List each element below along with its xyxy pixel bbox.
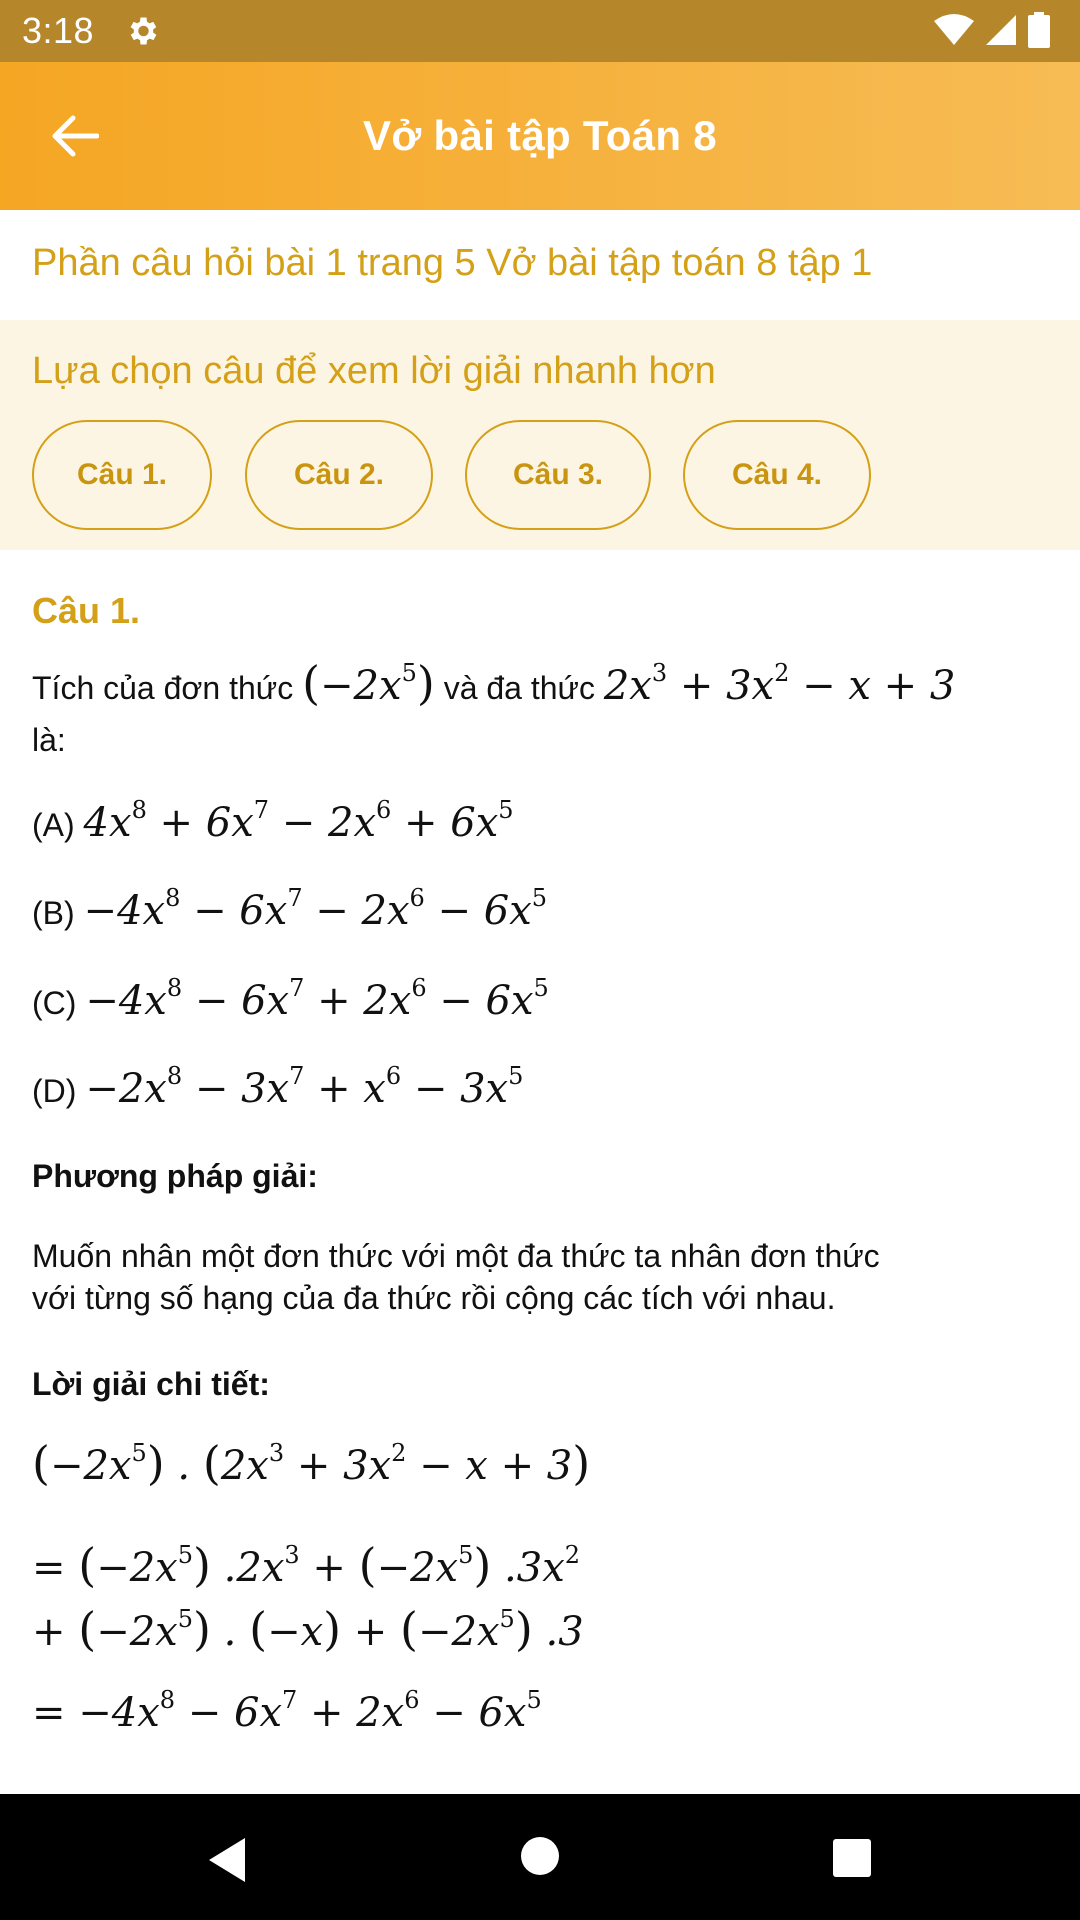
option-c-label: (C) [32, 985, 77, 1021]
question-selector [0, 320, 1080, 550]
back-button[interactable] [44, 106, 104, 166]
option-a-label: (A) [32, 807, 75, 843]
battery-icon [1028, 12, 1050, 48]
status-time: 3:18 [22, 10, 95, 51]
status-icons [934, 12, 1050, 48]
nav-home-icon[interactable] [520, 1836, 560, 1876]
nav-bar [0, 1794, 1080, 1920]
math-monomial: $(-2x^5)$ [302, 656, 435, 710]
method-line-1: Muốn nhân một đơn thức với một đa thức ta nhân đơn thức [32, 1238, 880, 1274]
option-c-math: $-4x^8 - 6x^7 + 2x^6 - 6x^5$ [85, 974, 549, 1024]
signal-icon [984, 13, 1018, 47]
app-title: Vở bài tập Toán 8 [363, 112, 717, 159]
chip-question-3[interactable]: Câu 3. [465, 420, 651, 530]
question-text-part3: là: [32, 722, 66, 758]
solution-step-2: = $(-2x^5) .2x^3 + (-2x^5)$ $.3x^2$ [32, 1538, 581, 1592]
option-d-math: $-2x^8 - 3x^7 + x^6 - 3x^5$ [85, 1062, 524, 1112]
option-a[interactable] [32, 796, 514, 846]
math-polynomial: $2x^3 + 3x^2 - x + 3$ [603, 659, 956, 709]
method-label: Phương pháp giải: [32, 1158, 318, 1194]
nav-back-icon[interactable] [205, 1836, 249, 1884]
question-text-part1: Tích của đơn thức [32, 670, 294, 706]
option-b-math: $-4x^8 - 6x^7 - 2x^6 - 6x^5$ [83, 884, 548, 934]
option-a-math: $4x^8 + 6x^7 - 2x^6 + 6x^5$ [83, 796, 514, 846]
nav-recent-icon[interactable] [832, 1838, 872, 1878]
option-c[interactable] [32, 974, 549, 1024]
question-text-part2: và đa thức [443, 670, 595, 706]
app-bar [0, 62, 1080, 210]
question-text-line [32, 656, 955, 710]
option-b[interactable] [32, 884, 548, 934]
lesson-title: Phần câu hỏi bài 1 trang 5 Vở bài tập toán 8 tập 1 [32, 242, 873, 284]
solution-step-1: $(-2x^5)$ . $(2x^3 + 3x^2 - x + 3)$ [32, 1436, 591, 1490]
method-line-2: với từng số hạng của đa thức rồi cộng các tích với nhau. [32, 1280, 836, 1316]
solution-step-4: = $-4x^8 - 6x^7 + 2x^6 - 6x^5$ [32, 1686, 542, 1736]
option-d[interactable] [32, 1062, 524, 1112]
arrow-left-icon [49, 114, 99, 158]
status-bar [0, 0, 1080, 62]
option-d-label: (D) [32, 1073, 77, 1109]
solution-label: Lời giải chi tiết: [32, 1366, 270, 1402]
wifi-icon [934, 13, 974, 47]
chip-question-4[interactable]: Câu 4. [683, 420, 871, 530]
option-b-label: (B) [32, 895, 75, 931]
selector-hint: Lựa chọn câu để xem lời giải nhanh hơn [32, 350, 716, 392]
chip-question-2[interactable]: Câu 2. [245, 420, 433, 530]
chip-question-1[interactable]: Câu 1. [32, 420, 212, 530]
gear-icon [124, 13, 160, 49]
solution-step-3: + $(-2x^5)$ . $(-x) + (-2x^5)$ .3 [32, 1602, 584, 1656]
question-heading: Câu 1. [32, 590, 141, 631]
